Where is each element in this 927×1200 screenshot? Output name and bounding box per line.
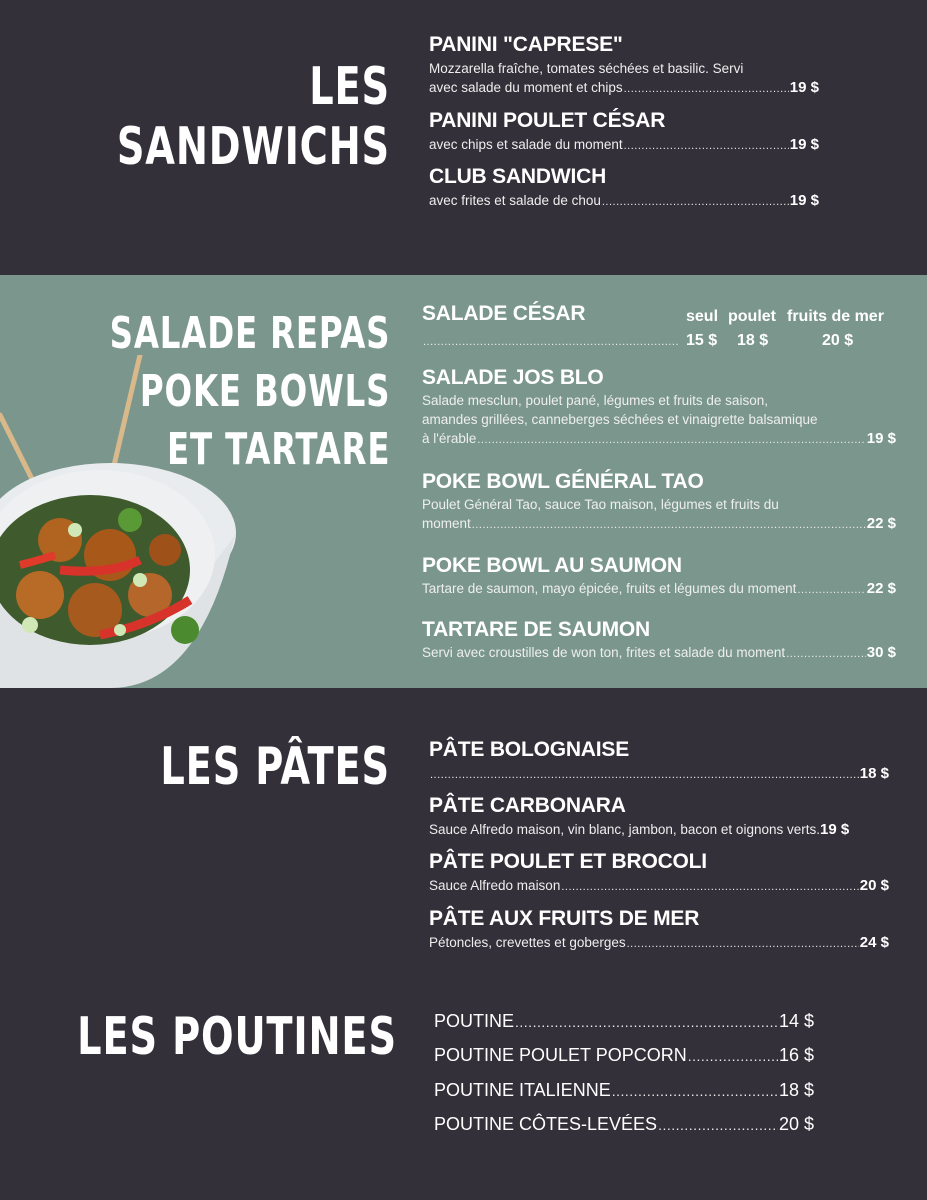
menu-item-club-sandwich [429,165,819,212]
cesar-price-seul: 15 $ [686,332,718,349]
item-price: 22 $ [866,515,896,532]
item-price: 30 $ [866,644,896,661]
item-desc: Servi avec croustilles de won ton, frites et salade du moment [422,645,786,660]
item-price: 19 $ [789,136,819,153]
item-title: POKE BOWL AU SAUMON [422,554,682,577]
leader-dots [612,1083,778,1099]
salades-heading-line-2: POKE BOWLS [139,366,390,417]
item-desc-row [429,820,889,839]
item-title: CLUB SANDWICH [429,165,607,188]
leader-dots [797,581,865,600]
menu-item-pate-bolognaise [429,738,889,785]
poutine-name: POUTINE CÔTES-LEVÉES [434,1114,658,1134]
leader-dots [627,935,859,954]
item-desc: avec chips et salade du moment [429,137,623,152]
item-desc: Sauce Alfredo maison [429,878,561,893]
poutine-row [434,1045,814,1066]
menu-item-panini-poulet-cesar [429,109,819,156]
item-desc-row [429,135,819,156]
item-title: SALADE JOS BLO [422,366,604,389]
pates-section [0,688,927,988]
item-title: SALADE CÉSAR [422,302,586,325]
leader-dots [624,80,789,99]
poke-bowl-photo [0,355,240,688]
item-price: 20 $ [859,877,889,894]
item-desc-row [429,78,819,99]
poutine-name: POUTINE [434,1011,515,1031]
salades-section [0,275,927,688]
cesar-price-poulet: 18 $ [737,332,769,349]
item-desc: Sauce Alfredo maison, vin blanc, jambon, bacon et oignons verts. [429,822,820,837]
leader-dots [786,645,866,664]
salades-heading-line-3: ET TARTARE [166,424,390,475]
item-desc-row [422,429,896,450]
leader-dots [430,766,859,785]
item-desc-row [422,579,896,600]
leader-dots [602,193,789,212]
item-desc-row [429,764,889,785]
leader-dots [561,878,858,897]
item-desc-row [422,643,896,664]
poutine-price: 20 $ [778,1114,814,1134]
item-title: PANINI "CAPRESE" [429,33,623,56]
poutines-section [0,988,927,1200]
menu-item-poke-bowl-general-tao [422,470,896,535]
poutine-price: 16 $ [778,1045,814,1065]
menu-item-tartare-saumon [422,618,896,664]
cesar-price-fruits-de-mer: 20 $ [822,332,854,349]
poutines-heading: LES POUTINES [77,1007,397,1067]
leader-dots-cesar [423,336,679,348]
menu-item-poke-bowl-saumon [422,554,896,600]
salades-heading-line-1: SALADE REPAS [109,308,390,359]
poutine-price: 18 $ [778,1080,814,1100]
item-desc-row [429,191,819,212]
item-price: 18 $ [859,765,889,782]
leader-dots [658,1117,778,1133]
menu-item-pate-carbonara [429,794,889,839]
cesar-col-seul: seul [686,308,719,325]
pates-heading: LES PÂTES [160,737,390,797]
leader-dots [624,137,789,156]
item-desc: Poulet Général Tao, sauce Tao maison, légumes et fruits du [422,497,779,512]
leader-dots [477,431,865,450]
item-desc-row [422,514,896,535]
menu-item-pate-fruits-de-mer [429,907,889,954]
item-desc: avec salade du moment et chips [429,80,623,95]
item-desc-row [429,876,889,897]
item-desc: à l'érable [422,431,477,446]
leader-dots [688,1048,778,1064]
item-title: PÂTE BOLOGNAISE [429,738,630,761]
item-title: TARTARE DE SAUMON [422,618,650,641]
poutine-row [434,1114,814,1135]
item-desc: amandes grillées, canneberges séchées et vinaigrette balsamique [422,412,818,427]
item-title: PÂTE POULET ET BROCOLI [429,850,707,873]
item-price: 19 $ [789,192,819,209]
cesar-col-fruits-de-mer: fruits de mer [787,308,884,325]
item-title: PANINI POULET CÉSAR [429,109,666,132]
poutine-price: 14 $ [778,1011,814,1031]
item-desc: moment [422,516,471,531]
poutine-row [434,1080,814,1101]
leader-dots [472,516,866,535]
item-title: PÂTE AUX FRUITS DE MER [429,907,700,930]
poutine-name: POUTINE ITALIENNE [434,1080,611,1100]
poutine-row [434,1011,814,1032]
item-desc: Pétoncles, crevettes et goberges [429,935,626,950]
item-title: PÂTE CARBONARA [429,794,626,817]
item-price: 19 $ [789,79,819,96]
item-price: 22 $ [866,580,896,597]
item-price: 24 $ [859,934,889,951]
item-price: 19 $ [866,430,896,447]
menu-item-pate-poulet-brocoli [429,850,889,897]
item-desc: avec frites et salade de chou [429,193,601,208]
item-desc: Mozzarella fraîche, tomates séchées et basilic. Servi [429,61,744,76]
menu-item-salade-jos-blo [422,366,896,450]
cesar-col-poulet: poulet [728,308,776,325]
poutine-name: POUTINE POULET POPCORN [434,1045,687,1065]
item-desc: Salade mesclun, poulet pané, légumes et fruits de saison, [422,393,768,408]
item-desc: Tartare de saumon, mayo épicée, fruits et légumes du moment [422,581,797,596]
leader-dots [515,1014,778,1030]
item-price: 19 $ [819,821,850,838]
item-desc-row [429,933,889,954]
item-title: POKE BOWL GÉNÉRAL TAO [422,470,704,493]
sandwichs-heading: LES SANDWICHS [116,57,391,177]
menu-item-panini-caprese [429,33,819,99]
sandwichs-section [0,0,927,275]
